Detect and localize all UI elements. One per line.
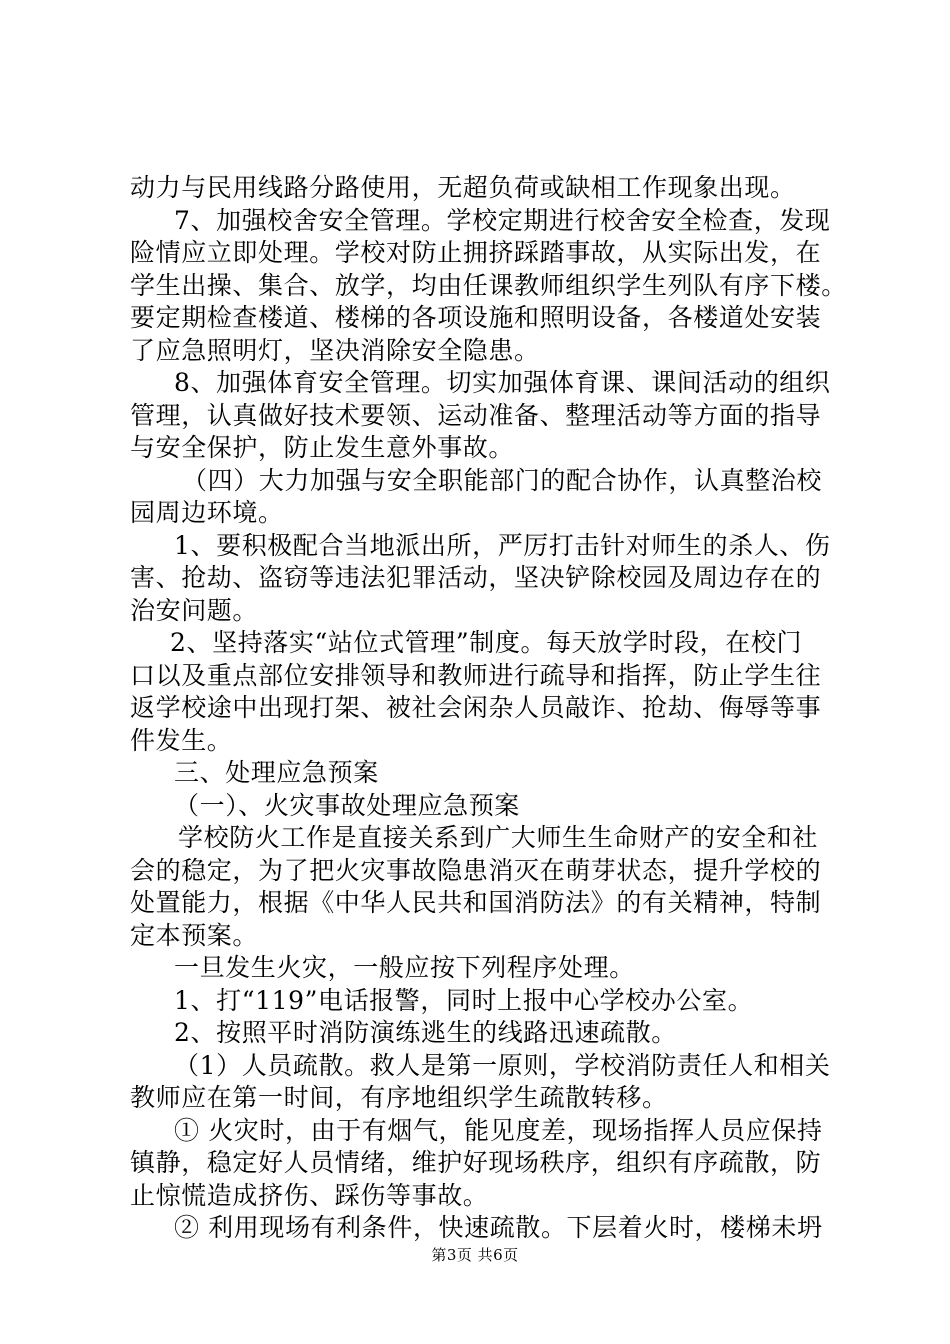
text-line: 1、要积极配合当地派出所，严厉打击针对师生的杀人、伤 xyxy=(174,530,831,560)
text-line: 件发生。 xyxy=(130,725,233,755)
section-heading: （四）大力加强与安全职能部门的配合协作，认真整治校 xyxy=(182,465,823,495)
text-line: 止惊慌造成挤伤、踩伤等事故。 xyxy=(130,1180,489,1210)
section-heading: 三、处理应急预案 xyxy=(174,758,379,787)
text-line: 园周边环境。 xyxy=(130,498,284,527)
text-line: 管理，认真做好技术要领、运动准备、整理活动等方面的指导 xyxy=(130,400,822,430)
text-line: 治安问题。 xyxy=(130,595,259,625)
section-heading: （一）、火灾事故处理应急预案 xyxy=(174,790,520,820)
text-line: 教师应在第一时间，有序地组织学生疏散转移。 xyxy=(130,1083,668,1112)
text-line: 8、加强体育安全管理。切实加强体育课、课间活动的组织 xyxy=(174,368,831,397)
text-line: ② 利用现场有利条件，快速疏散。下层着火时，楼梯未坍 xyxy=(174,1213,823,1242)
text-line: 与安全保护，防止发生意外事故。 xyxy=(130,433,515,462)
text-line: 一旦发生火灾，一般应按下列程序处理。 xyxy=(174,953,635,982)
text-line: 返学校途中出现打架、被社会闲杂人员敲诈、抢劫、侮辱等事 xyxy=(130,693,822,722)
text-line: 口以及重点部位安排领导和教师进行疏导和指挥，防止学生往 xyxy=(130,660,822,690)
text-line: ① 火灾时，由于有烟气，能见度差，现场指挥人员应保持 xyxy=(174,1115,823,1145)
text-line: 学校防火工作是直接关系到广大师生生命财产的安全和社 xyxy=(178,823,819,852)
page-number-footer: 第3页 共6页 xyxy=(431,1246,519,1264)
text-line: 害、抢劫、盗窃等违法犯罪活动，坚决铲除校园及周边存在的 xyxy=(130,563,822,592)
text-line: 处置能力，根据《中华人民共和国消防法》的有关精神，特制 xyxy=(130,888,822,917)
text-line: 7、加强校舍安全管理。学校定期进行校舍安全检查，发现 xyxy=(174,205,831,235)
text-line: 险情应立即处理。学校对防止拥挤踩踏事故，从实际出发，在 xyxy=(130,238,822,267)
text-line: 2、坚持落实“站位式管理”制度。每天放学时段，在校门 xyxy=(170,628,803,657)
text-line: 会的稳定，为了把火灾事故隐患消灭在萌芽状态，提升学校的 xyxy=(130,855,822,885)
text-line: 学生出操、集合、放学，均由任课教师组织学生列队有序下楼。 xyxy=(130,270,847,300)
text-line: 镇静，稳定好人员情绪，维护好现场秩序，组织有序疏散，防 xyxy=(130,1148,822,1177)
text-line: 2、按照平时消防演练逃生的线路迅速疏散。 xyxy=(174,1018,677,1047)
text-line: 了应急照明灯，坚决消除安全隐患。 xyxy=(130,335,540,365)
text-line: （1）人员疏散。救人是第一原则，学校消防责任人和相关 xyxy=(174,1050,831,1080)
text-line: 定本预案。 xyxy=(130,920,259,950)
text-line: 1、打“119”电话报警，同时上报中心学校办公室。 xyxy=(174,985,754,1015)
text-line: 要定期检查楼道、楼梯的各项设施和照明设备，各楼道处安装 xyxy=(130,303,822,332)
document-body xyxy=(130,172,850,1245)
text-line: 动力与民用线路分路使用，无超负荷或缺相工作现象出现。 xyxy=(130,173,796,202)
